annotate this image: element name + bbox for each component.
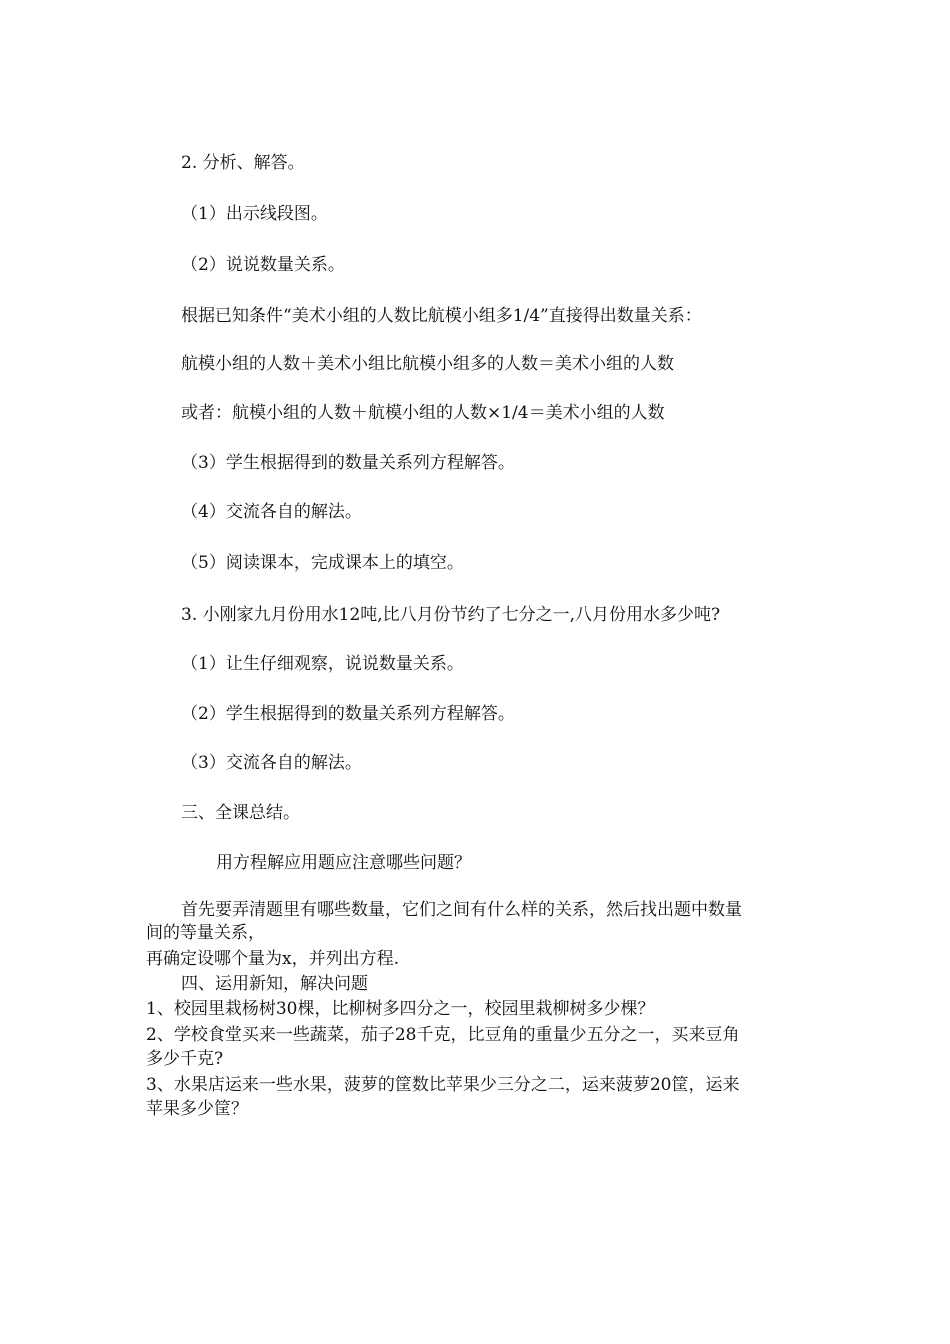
problem-3-step-2: （2）学生根据得到的数量关系列方程解答。 [181, 704, 515, 724]
summary-answer-line-3: 再确定设哪个量为x，并列出方程. [146, 949, 399, 969]
section-heading-analysis: 2. 分析、解答。 [181, 153, 305, 173]
analysis-step-3: （3）学生根据得到的数量关系列方程解答。 [181, 453, 515, 473]
analysis-reasoning: 根据已知条件“美术小组的人数比航模小组多1/4”直接得出数量关系： [181, 306, 702, 326]
quantity-relation-1: 航模小组的人数＋美术小组比航模小组多的人数＝美术小组的人数 [181, 354, 674, 374]
problem-3-heading: 3. 小刚家九月份用水12吨,比八月份节约了七分之一,八月份用水多少吨? [181, 605, 721, 625]
analysis-step-1: （1）出示线段图。 [181, 204, 328, 224]
analysis-step-2: （2）说说数量关系。 [181, 255, 345, 275]
practice-question-3-line-2: 苹果多少筐？ [146, 1099, 248, 1119]
problem-3-step-3: （3）交流各自的解法。 [181, 753, 362, 773]
practice-question-1: 1、校园里栽杨树30棵，比柳树多四分之一，校园里栽柳树多少棵？ [146, 999, 655, 1019]
analysis-step-5: （5）阅读课本，完成课本上的填空。 [181, 553, 464, 573]
problem-3-step-1: （1）让生仔细观察，说说数量关系。 [181, 654, 464, 674]
summary-answer-line-1: 首先要弄清题里有哪些数量，它们之间有什么样的关系，然后找出题中数量 [181, 900, 742, 920]
practice-question-2-line-1: 2、学校食堂买来一些蔬菜，茄子28千克，比豆角的重量少五分之一，买来豆角 [146, 1025, 740, 1045]
practice-heading: 四、运用新知，解决问题 [181, 974, 368, 994]
practice-question-2-line-2: 多少千克? [146, 1049, 224, 1069]
summary-heading: 三、全课总结。 [181, 803, 300, 823]
summary-question: 用方程解应用题应注意哪些问题？ [216, 853, 471, 873]
quantity-relation-2: 或者：航模小组的人数＋航模小组的人数×1/4＝美术小组的人数 [181, 403, 665, 423]
practice-question-3-line-1: 3、水果店运来一些水果，菠萝的筐数比苹果少三分之二，运来菠萝20筐，运来 [146, 1075, 740, 1095]
analysis-step-4: （4）交流各自的解法。 [181, 502, 362, 522]
summary-answer-line-2: 间的等量关系， [146, 923, 265, 943]
